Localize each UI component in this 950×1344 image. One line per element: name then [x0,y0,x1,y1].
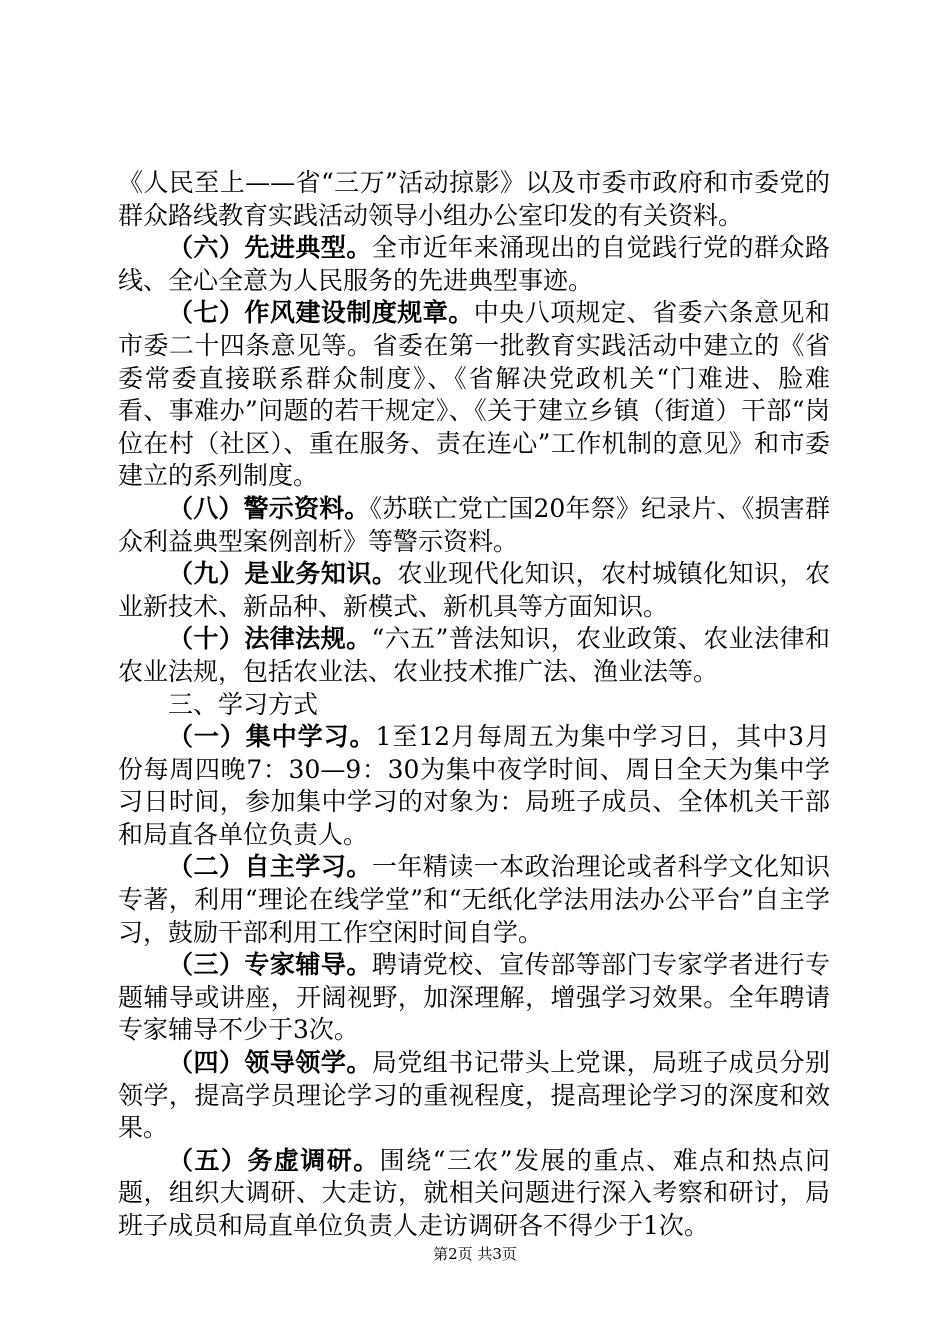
paragraph-heading: （八）警示资料。 [168,493,370,523]
paragraph-heading: （四）领导领学。 [168,1048,372,1078]
paragraph-text: 农业现代化知识，农村城镇化知识，农业新技术、新品种、新模式、新机具等方面知识。 [118,559,830,621]
document-body [118,167,830,1243]
page-footer: 第2页 共3页 [433,1245,517,1263]
paragraph-text: 聘请党校、宣传部等部门专家学者进行专题辅导或讲座，开阔视野，加深理解，增强学习效果。全年聘请专家辅导不少于3次。 [118,950,830,1045]
paragraph-expert-guidance [118,949,830,1047]
paragraph-text: 局党组书记带头上党课，局班子成员分别领学，提高学员理论学习的重视程度，提高理论学习的深度和效果。 [118,1048,830,1143]
paragraph-heading: （五）务虚调研。 [168,1145,380,1175]
paragraph-centralized-study [118,721,830,851]
paragraph-heading: （三）专家辅导。 [168,950,372,980]
paragraph-text: 《苏联亡党亡国20年祭》纪录片、《损害群众利益典型案例剖析》等警示资料。 [118,493,830,556]
paragraph-heading: （二）自主学习。 [168,852,372,882]
paragraph-text: 中央八项规定、省委六条意见和市委二十四条意见等。省委在第一批教育实践活动中建立的《省委常委直接联系群众制度》、《省解决党政机关“门难进、脸难看、事难办”问题的若干规定》、《关于建立乡镇（街道）干部“岗位在村（社区）、重在服务、责在连心”工作机制的意见》和市委建立的系列制度。 [118,298,830,491]
paragraph-heading: （十）法律法规。 [168,624,372,654]
paragraph-text: 《人民至上——省“三万”活动掠影》以及市委市政府和市委党的群众路线教育实践活动领导小组办公室印发的有关资料。 [118,168,830,230]
paragraph-work-style-rules [118,297,830,493]
section-heading-text: 三、学习方式 [168,689,319,719]
paragraph-warning-materials [118,493,830,558]
paragraph-heading: （九）是业务知识。 [168,559,398,589]
paragraph-text: “六五”普法知识，农业政策、农业法律和农业法规，包括农业法、农业技术推广法、渔业法等。 [118,624,830,686]
section-heading-learning-methods [118,689,830,722]
paragraph-research [118,1145,830,1243]
paragraph-advanced-models [118,232,830,297]
paragraph-text: 全市近年来涌现出的自觉践行党的群众路线、全心全意为人民服务的先进典型事迹。 [118,233,830,295]
paragraph-text: 围绕“三农”发展的重点、难点和热点问题，组织大调研、大走访，就相关问题进行深入考察和研讨，局班子成员和局直单位负责人走访调研各不得少于1次。 [118,1145,830,1240]
paragraph-continuation [118,167,830,232]
paragraph-self-study [118,851,830,949]
paragraph-heading: （七）作风建设制度规章。 [168,298,474,328]
paragraph-text: 一年精读一本政治理论或者科学文化知识专著，利用“理论在线学堂”和“无纸化学法用法办公平台”自主学习，鼓励干部利用工作空闲时间自学。 [118,852,830,947]
paragraph-heading: （一）集中学习。 [168,722,376,752]
paragraph-business-knowledge [118,558,830,623]
paragraph-text: 1至12月每周五为集中学习日，其中3月份每周四晚7：30—9：30为集中夜学时间、周日全天为集中学习日时间，参加集中学习的对象为：局班子成员、全体机关干部和局直各单位负责人。 [118,722,830,849]
paragraph-laws-regulations [118,623,830,688]
paragraph-leader-guided-study [118,1047,830,1145]
paragraph-heading: （六）先进典型。 [168,233,372,263]
